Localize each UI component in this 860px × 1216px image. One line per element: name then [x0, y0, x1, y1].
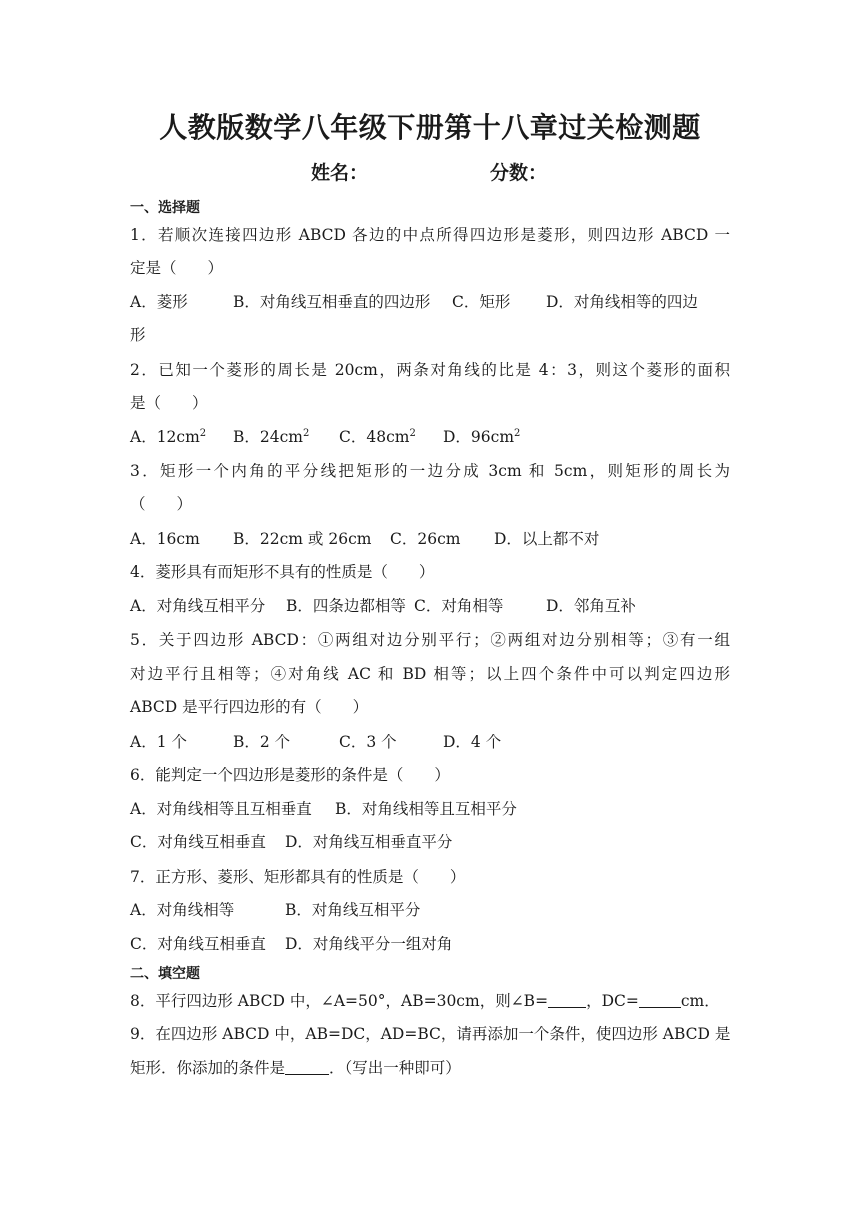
option-a: A．16cm: [130, 530, 200, 548]
name-label: 姓名：: [311, 162, 369, 184]
option-a: A．对角线相等且互相垂直: [130, 800, 312, 818]
answer-blank[interactable]: [285, 1060, 329, 1075]
question-2-text: 2．已知一个菱形的周长是 20cm，两条对角线的比是 4：3，则这个菱形的面积: [130, 361, 730, 379]
question-6-text: 6．能判定一个四边形是菱形的条件是（ ）: [130, 766, 450, 784]
option-d: D．对角线互相垂直平分: [285, 833, 453, 851]
option-d: D．邻角互补: [546, 597, 636, 615]
header-fields: [0, 158, 860, 190]
option-c: C．对角线互相垂直: [130, 935, 266, 953]
option-c: C．26cm: [390, 530, 461, 548]
question-1-options-cont: 形: [130, 326, 146, 344]
option-b: B．对角线互相垂直的四边形: [233, 293, 431, 311]
option-d: D．4 个: [443, 733, 502, 751]
option-d: D．对角线相等的四边: [546, 293, 698, 311]
question-9-text-cont: 矩形．你添加的条件是 ．（写出一种即可）: [130, 1059, 461, 1077]
option-b: B．$24cm^2$: [233, 428, 310, 446]
option-a: A．$12cm^2$: [130, 428, 207, 446]
option-b: B．2 个: [233, 733, 291, 751]
question-1-text: 1．若顺次连接四边形 ABCD 各边的中点所得四边形是菱形，则四边形 ABCD 一: [130, 226, 730, 244]
question-3-text-cont: （ ）: [130, 495, 193, 513]
option-c: C．$48cm^2$: [339, 428, 416, 446]
question-8-text: 8．平行四边形 ABCD 中，∠A=50°，AB=30cm，则∠B= ，DC= cm．: [130, 992, 720, 1010]
option-b: B．22cm 或 26cm: [233, 530, 372, 548]
score-label: 分数：: [490, 162, 548, 184]
option-c: C．3 个: [339, 733, 397, 751]
answer-blank[interactable]: [548, 993, 586, 1008]
option-d: D．以上都不对: [494, 530, 600, 548]
option-a: A．1 个: [130, 733, 187, 751]
option-b: B．对角线互相平分: [285, 901, 421, 919]
section-fill-heading: 二、填空题: [130, 966, 200, 982]
answer-blank[interactable]: [639, 993, 681, 1008]
option-b: B．四条边都相等: [286, 597, 406, 615]
option-c: C．对角相等: [414, 597, 504, 615]
question-2-text-cont: 是（ ）: [130, 394, 208, 412]
option-a: A．对角线相等: [130, 901, 235, 919]
option-c: C．矩形: [452, 293, 511, 311]
option-a: A．对角线互相平分: [130, 597, 266, 615]
question-5-text-cont2: ABCD 是平行四边形的有（ ）: [130, 698, 369, 716]
option-d: D．$96cm^2$: [443, 428, 521, 446]
question-5-text: 5．关于四边形 ABCD：①两组对边分别平行；②两组对边分别相等；③有一组: [130, 631, 730, 649]
question-4-text: 4．菱形具有而矩形不具有的性质是（ ）: [130, 563, 435, 581]
option-c: C．对角线互相垂直: [130, 833, 266, 851]
option-a: A．菱形: [130, 293, 188, 311]
question-3-text: 3．矩形一个内角的平分线把矩形的一边分成 3cm 和 5cm，则矩形的周长为: [130, 462, 730, 480]
page-title: 人教版数学八年级下册第十八章过关检测题: [159, 111, 701, 144]
option-d: D．对角线平分一组对角: [285, 935, 453, 953]
section-choice-heading: 一、选择题: [130, 200, 200, 216]
question-7-text: 7．正方形、菱形、矩形都具有的性质是（ ）: [130, 868, 466, 886]
question-9-text: 9．在四边形 ABCD 中，AB=DC，AD=BC，请再添加一个条件，使四边形 ABCD 是: [130, 1025, 731, 1043]
question-5-text-cont: 对边平行且相等；④对角线 AC 和 BD 相等；以上四个条件中可以判定四边形: [130, 665, 730, 683]
question-1-text-cont: 定是（ ）: [130, 259, 224, 277]
option-b: B．对角线相等且互相平分: [335, 800, 517, 818]
